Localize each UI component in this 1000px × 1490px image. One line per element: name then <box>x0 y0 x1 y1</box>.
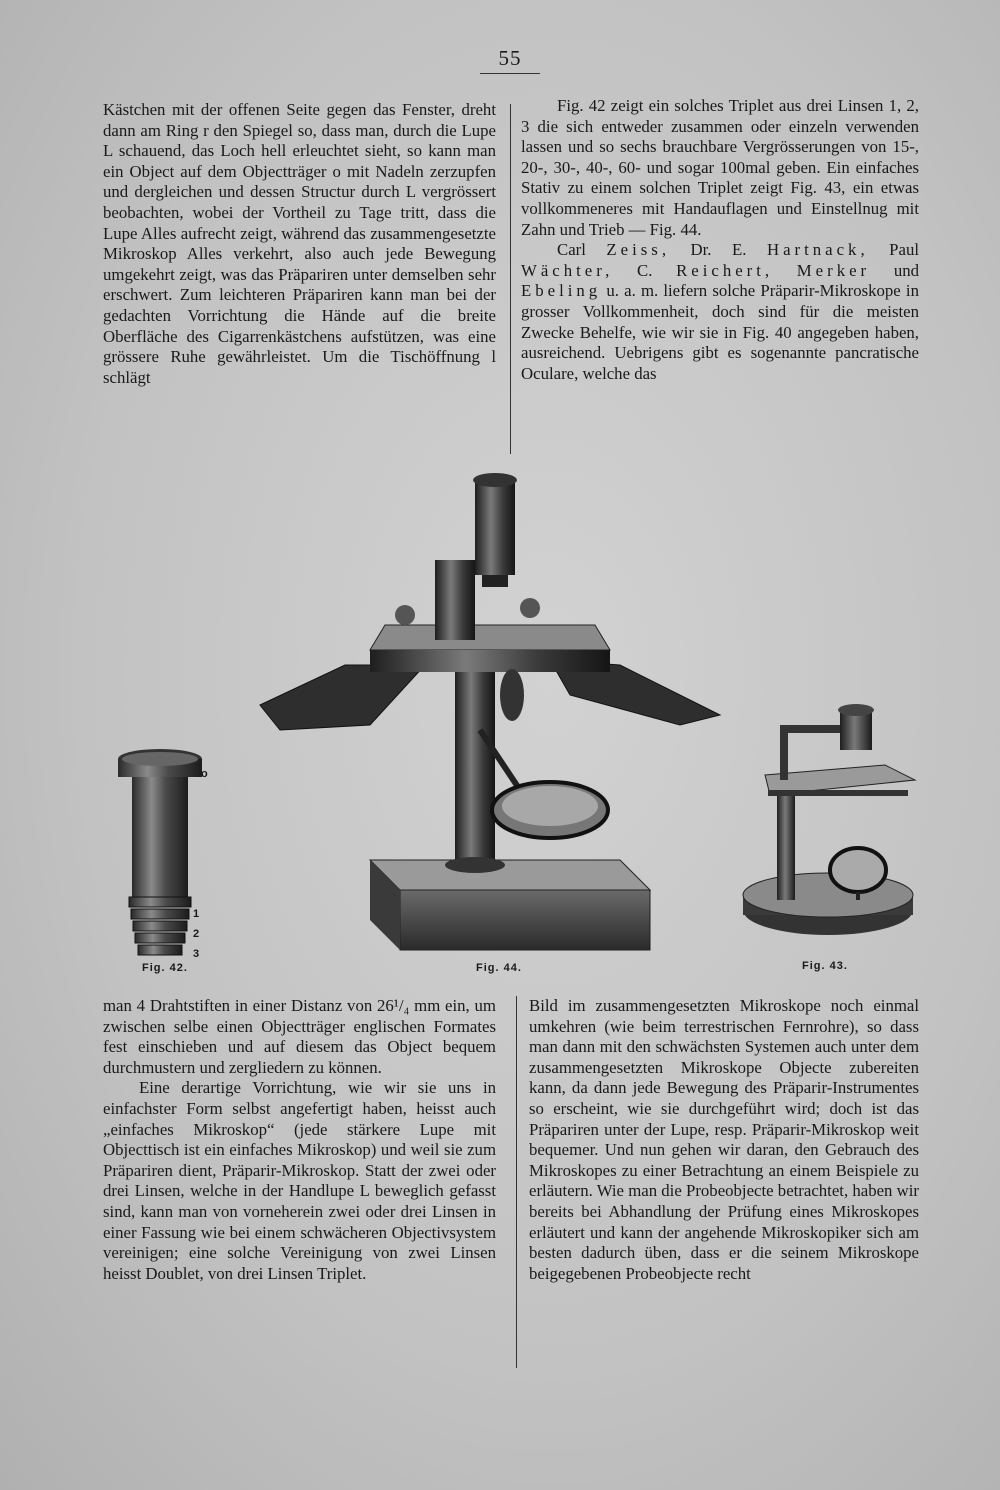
fig42-label-2: 2 <box>193 928 200 940</box>
paragraph: Kästchen mit der offenen Seite gegen das Fenster, dreht dann am Ring r den Spiegel so, dass man, durch die Lupe L schauend, das Loch hell erleuchtet sieht, so kann man ein Object auf dem Objectträger o mit Nadeln zerzupfen und dergleichen und dessen Structur durch L vergrössert beobachten, wobei der Vortheil zu Tage tritt, dass die Lupe Alles aufrecht zeigt, während das zusammengesetzte Mikroskop Alles verkehrt, also auch jede Bewegung umgekehrt zeigt, was das Präpariren unter demselben sehr erschwert. Zum leichteren Präpariren kann man bei der gedachten Vorrichtung die Hände auf die breite Oberfläche des Cigarrenkästchens aufstützen, was eine grössere Ruhe gewährleistet. Um die Tischöffnung l schlägt <box>103 100 496 387</box>
name-merker: Merker <box>796 260 871 280</box>
caption-fig-42: Fig. 42. <box>142 962 188 974</box>
caption-fig-43: Fig. 43. <box>802 960 848 972</box>
fig42-label-3: 3 <box>193 948 200 960</box>
paragraph-manufacturers: Carl Zeiss, Dr. E. Hartnack, Paul Wächter, C. Reichert, Merker und Ebeling u. a. m. liefern solche Präparir-Mikroskope in grosser Vollkommenheit, doch sind für die meisten Zwecke Behelfe, wie wir sie in Fig. 40 angegeben haben, ausreichend. Uebrigens gibt es sogenannte pancratische Oculare, welche das <box>521 240 919 383</box>
name-zeiss: Zeiss, <box>606 240 671 260</box>
name-ebeling: Ebeling <box>521 281 602 301</box>
text-column-bottom-left <box>103 996 496 1284</box>
text-column-top-right <box>521 96 919 384</box>
paragraph: Fig. 42 zeigt ein solches Triplet aus drei Linsen 1, 2, 3 die sich entweder zusammen oder einzeln verwenden lassen und so sechs brauchbare Vergrösserungen von 15-, 20-, 30-, 40-, 60- und sogar 100mal geben. Ein einfaches Stativ zu einem solchen Triplet zeigt Fig. 43, ein etwas vollkommeneres mit Handauflagen und Einstellnug mit Zahn und Trieb — Fig. 44. <box>521 96 919 239</box>
text-column-bottom-right <box>529 996 919 1284</box>
fig42-label-1: 1 <box>193 908 200 920</box>
paragraph: man 4 Drahtstiften in einer Distanz von 26¹/₄ mm ein, um zwischen selbe einen Objectträger englischen Formates fest einschieben und auf diesem das Object bequem durchmustern und zergliedern zu können. <box>103 996 496 1077</box>
column-divider-bottom <box>516 996 517 1368</box>
name-reichert: Reichert, <box>676 260 774 280</box>
paragraph: Bild im zusammengesetzten Mikroskope noch einmal umkehren (wie beim terrestrischen Fernrohre), so dass man dann mit den schwächsten Systemen auch unter dem zusammengesetzten Mikroskope Objecte zubereiten kann, da dann jede Bewegung des Präparir-Instrumentes so erscheint, wie sie durchgeführt wird; doch ist das Präpariren unter der Lupe, resp. Präparir-Mikroskop weit bequemer. Und nun gehen wir daran, den Gebrauch des Mikroskopes zu einer Betrachtung an einem Beispiele zu erläutern. Wie man die Probeobjecte betrachtet, haben wir bereits bei Abhandlung der Prüfung eines Mikroskopes erläutert und kann der angehende Mikroskopiker sich am besten dadurch üben, dass er die seinem Mikroskope beigegebenen Probeobjecte recht <box>529 996 919 1283</box>
figure-44-dissecting-microscope <box>250 460 730 955</box>
figure-43-simple-stand <box>740 700 920 945</box>
name-hartnack: Hartnack, <box>766 240 869 260</box>
text-column-top-left <box>103 100 496 388</box>
name-waechter: Wächter, <box>521 260 614 280</box>
page-number: 55 <box>480 46 540 74</box>
caption-fig-44: Fig. 44. <box>476 962 522 974</box>
fig42-label-o: o <box>201 768 208 780</box>
column-divider-top <box>510 104 511 454</box>
paragraph: Eine derartige Vorrichtung, wie wir sie uns in einfachster Form selbst angefertigt haben, heisst auch „einfaches Mikroskop“ (jede stärkere Lupe mit Objecttisch ist ein einfaches Mikroskop) und weil sie zum Präpariren dient, Präparir-Mikroskop. Statt der zwei oder drei Linsen, welche in der Handlupe L beweglich gefasst sind, kann man von vorneherein zwei oder drei Linsen in einer Fassung wie bei einem schwächeren Objectivsystem vereinigen; eine solche Vereinigung von zwei Linsen heisst Doublet, von drei Linsen Triplet. <box>103 1078 496 1283</box>
